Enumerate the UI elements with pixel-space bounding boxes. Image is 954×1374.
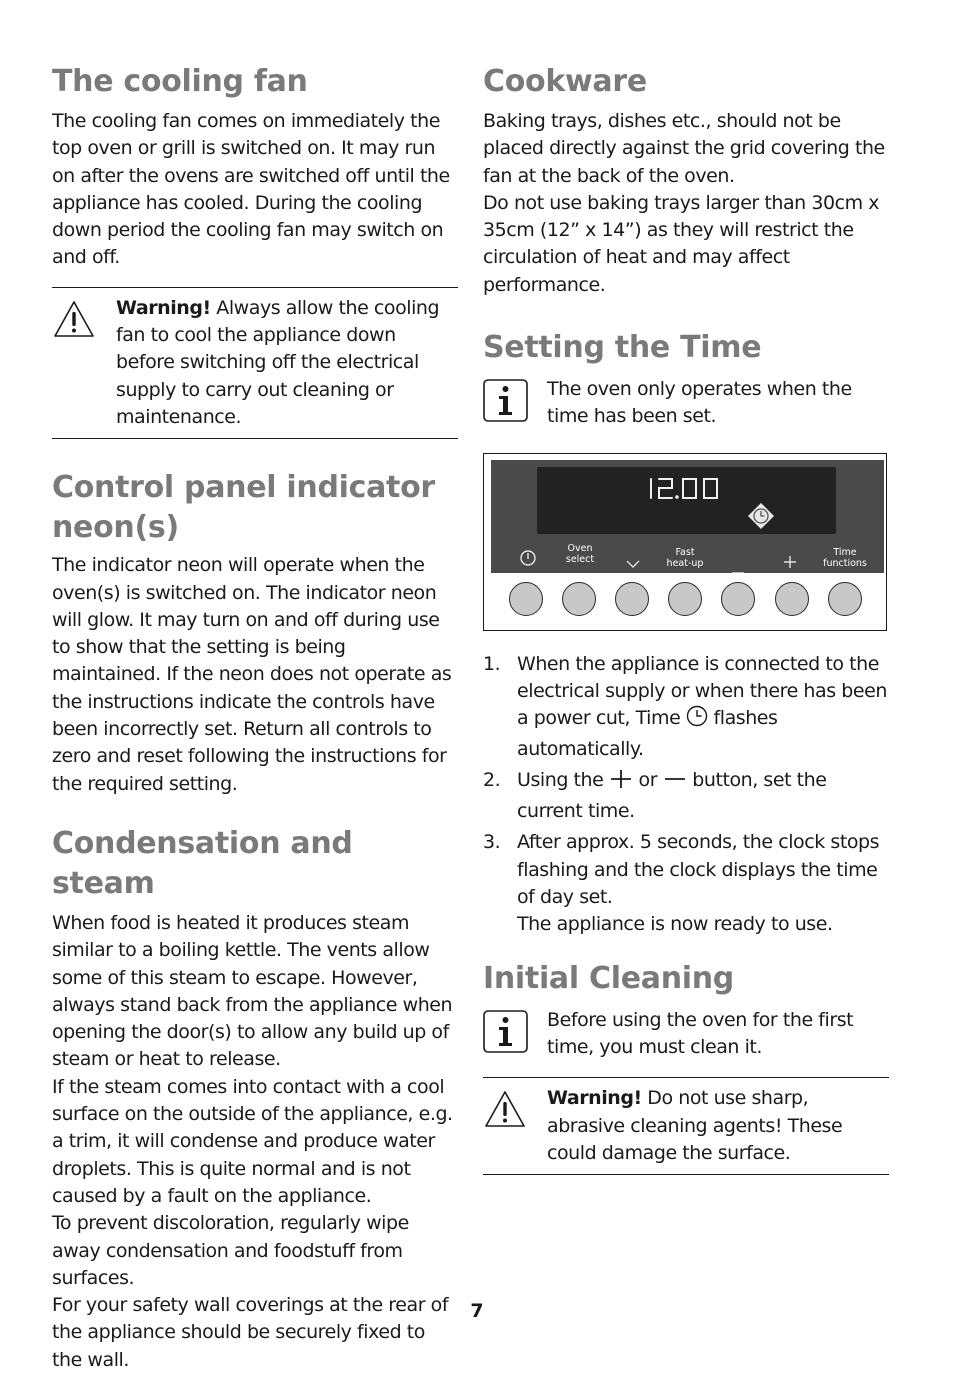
setting-time-steps (483, 651, 889, 939)
warning-text: Do not use sharp, abrasive cleaning agents! These could damage the surface. (547, 1087, 843, 1164)
step-text: Using the (517, 769, 609, 792)
initial-cleaning-warning (483, 1077, 889, 1175)
step-item (483, 767, 889, 825)
chevron-down-icon (625, 554, 641, 573)
cookware-p1: Baking trays, dishes etc., should not be placed directly against the grid covering the fan at the back of the oven. (483, 110, 885, 187)
warning-triangle-icon (483, 1085, 547, 1167)
panel-button-fast-heatup (668, 582, 702, 616)
clock-display (537, 467, 836, 534)
step-number: 1. (483, 652, 501, 675)
info-text: The oven only operates when the time has been set. (547, 378, 852, 428)
warning-label: Warning! (547, 1087, 642, 1110)
step-text-cont: button, set the current time. (517, 769, 827, 822)
cookware-p2: Do not use baking trays larger than 30cm x 35cm (12” x 14”) as they will restrict the circulation of heat and may affect performance. (483, 191, 880, 296)
panel-button-oven-select (562, 582, 596, 616)
condensation-p3: To prevent discoloration, regularly wipe away condensation and foodstuff from surfaces. (52, 1212, 409, 1289)
warning-text: Always allow the cooling fan to cool the appliance down before switching off the electrical supply to carry out cleaning or maintenance. (116, 296, 440, 428)
plus-icon (609, 769, 633, 797)
oven-select-label-line2: select (565, 553, 595, 565)
control-panel-illustration (483, 453, 887, 631)
condensation-p4: For your safety wall coverings at the rear of the appliance should be securely fixed to the wall. (52, 1294, 449, 1371)
fast-heatup-label-line2: heat-up (666, 557, 704, 569)
time-functions-label-line1: Time (833, 546, 857, 558)
step-text-or: or (632, 769, 663, 792)
indicator-heading: Control panel indicator neon(s) (52, 470, 435, 546)
display-digits (537, 467, 836, 534)
fast-heatup-label (653, 547, 717, 569)
setting-time-info (483, 376, 889, 431)
step-item (483, 829, 889, 938)
cooling-fan-warning (52, 287, 458, 439)
panel-button-power (509, 582, 543, 616)
step-number: 3. (483, 831, 501, 854)
warning-triangle-icon (52, 295, 116, 431)
panel-button-down (615, 582, 649, 616)
initial-cleaning-info (483, 1007, 889, 1062)
step-text-ready: The appliance is now ready to use. (517, 913, 833, 936)
oven-select-label (548, 543, 612, 565)
fast-heatup-label-line1: Fast (675, 546, 695, 558)
clock-indicator-icon (747, 502, 775, 534)
panel-buttons (484, 580, 885, 620)
step-number: 2. (483, 769, 501, 792)
power-icon (519, 549, 537, 571)
info-icon (483, 376, 547, 431)
step-text: When the appliance is connected to the electrical supply or when there has been a power cut, Time (517, 652, 887, 730)
condensation-p1: When food is heated it produces steam similar to a boiling kettle. The vents allow some of this steam to escape. However, always stand back from the appliance when opening the door(s) to allow any build up of steam or heat to release. (52, 911, 453, 1071)
setting-time-heading: Setting the Time (483, 330, 762, 366)
info-text: Before using the oven for the first time, you must clean it. (547, 1008, 854, 1058)
left-column (52, 62, 458, 1374)
condensation-heading: Condensation and steam (52, 825, 353, 901)
page-number: 7 (470, 1300, 484, 1322)
initial-cleaning-heading: Initial Cleaning (483, 960, 734, 996)
cookware-heading: Cookware (483, 64, 647, 99)
time-functions-label-line2: functions (823, 557, 867, 569)
clock-icon (686, 705, 708, 735)
panel-button-minus (721, 582, 755, 616)
control-panel-face (491, 460, 884, 573)
plus-icon (783, 554, 797, 573)
panel-button-time-functions (828, 582, 862, 616)
step-item (483, 651, 889, 763)
indicator-body: The indicator neon will operate when the oven(s) is switched on. The indicator neon will glow. It may turn on and off during use to show that the setting is being maintained. If the neon does not operate as the instructions indicate the controls have been incorrectly set. Return all controls to zero and reset following the instructions for the required setting. (52, 554, 452, 795)
cooling-fan-body: The cooling fan comes on immediately the top oven or grill is switched on. It may run on after the ovens are switched off until the appliance has cooled. During the cooling down period the cooling fan may switch on and off. (52, 110, 450, 269)
minus-icon (663, 769, 687, 797)
panel-button-plus (775, 582, 809, 616)
condensation-p2: If the steam comes into contact with a cool surface on the outside of the appliance, e.g. a trim, it will condense and produce water droplets. This is quite normal and is not caused by a fault on the appliance. (52, 1075, 453, 1207)
step-text-cont: flashes automatically. (517, 707, 778, 760)
time-functions-label (813, 547, 877, 569)
cooling-fan-heading: The cooling fan (52, 64, 308, 99)
info-icon (483, 1007, 547, 1062)
warning-label: Warning! (116, 296, 211, 319)
minus-icon (731, 560, 745, 579)
right-column (483, 62, 889, 1175)
step-text: After approx. 5 seconds, the clock stops flashing and the clock displays the time of day set. (517, 831, 880, 909)
oven-select-label-line1: Oven (567, 542, 593, 554)
